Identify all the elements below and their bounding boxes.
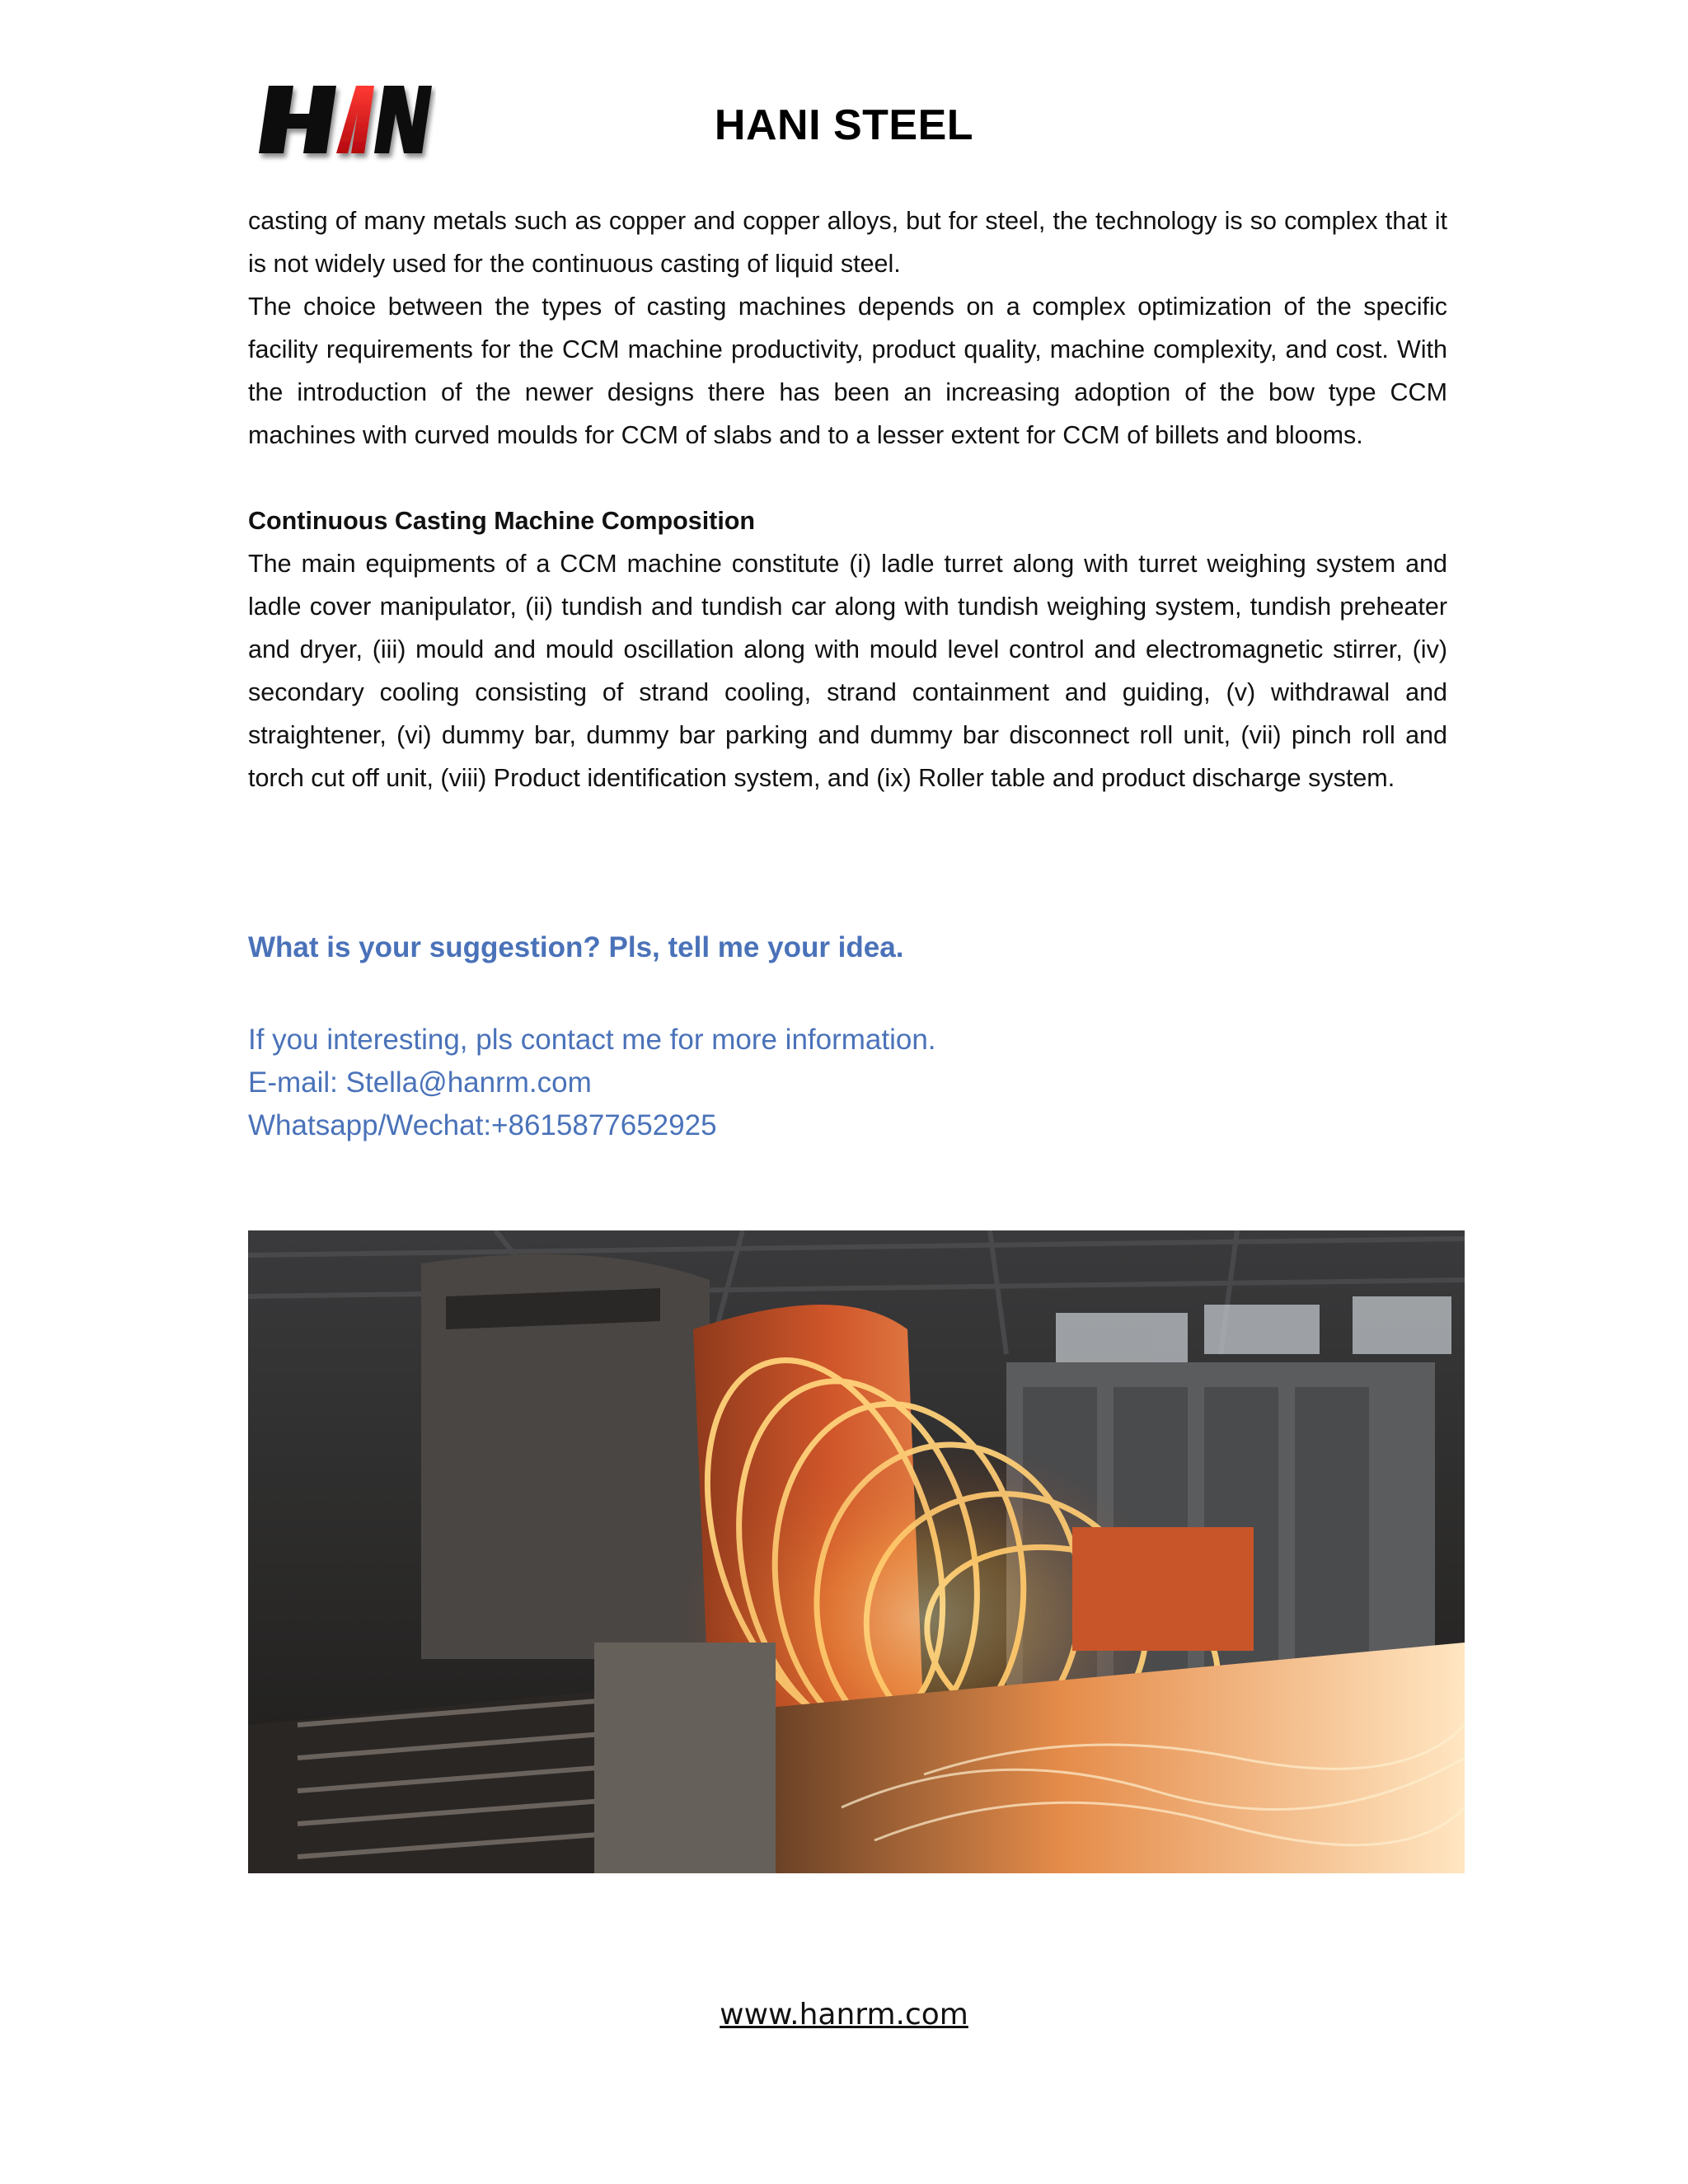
suggestion-question: What is your suggestion? Pls, tell me your idea.	[248, 931, 904, 963]
section-heading: Continuous Casting Machine Composition	[248, 507, 756, 535]
contact-email[interactable]: E-mail: Stella@hanrm.com	[248, 1066, 592, 1099]
article-body	[248, 199, 1447, 799]
paragraph-casting-intro: casting of many metals such as copper and copper alloys, but for steel, the technology is so complex that it is not widely used for the continuous casting of liquid steel.	[248, 207, 1447, 278]
contact-intro: If you interesting, pls contact me for more information.	[248, 1024, 936, 1056]
contact-phone: Whatsapp/Wechat:+8615877652925	[248, 1109, 717, 1141]
paragraph-composition: The main equipments of a CCM machine constitute (i) ladle turret along with turret weighing system and ladle cover manipulator, (ii) tundish and tundish car along with tundish weighing system, tundish preheater and dryer, (iii) mould and mould oscillation along with mould level control and electromagnetic stirrer, (iv) secondary cooling consisting of strand cooling, strand containment and guiding, (v) withdrawal and straightener, (vi) dummy bar, dummy bar parking and dummy bar disconnect roll unit, (vii) pinch roll and torch cut off unit, (viii) Product identification system, and (ix) Roller table and product discharge system.	[248, 550, 1447, 792]
company-name: HANI STEEL	[714, 101, 974, 149]
steel-coil-photo	[248, 1230, 1465, 1873]
paragraph-machine-choice: The choice between the types of casting machines depends on a complex optimization of the specific facility requirements for the CCM machine productivity, product quality, machine complexity, and cost. With the introduction of the newer designs there has been an increasing adoption of the bow type CCM machines with curved moulds for CCM of slabs and to a lesser extent for CCM of billets and blooms.	[248, 293, 1447, 449]
website-link[interactable]: www.hanrm.com	[720, 1998, 968, 2032]
contact-block	[248, 1019, 936, 1147]
